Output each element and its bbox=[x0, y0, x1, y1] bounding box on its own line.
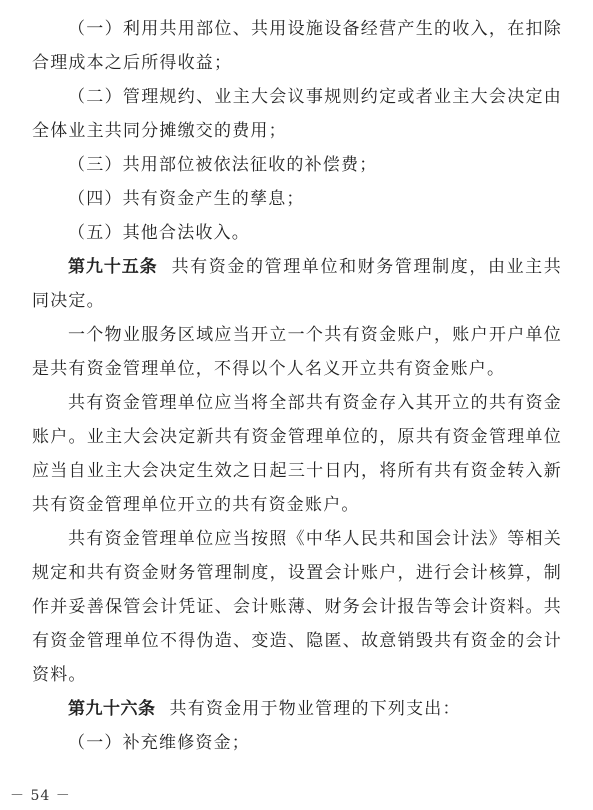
paragraph-accounting bbox=[32, 522, 562, 692]
article-text: 共有资金用于物业管理的下列支出： bbox=[169, 699, 461, 719]
article-number: 第九十五条 bbox=[68, 257, 158, 277]
paragraph-text: （四）共有资金产生的孳息； bbox=[68, 189, 305, 209]
paragraph-item-4 bbox=[32, 182, 562, 216]
article-text: 共有资金的管理单位和财务管理制度，由业主共同决定。 bbox=[32, 257, 562, 311]
article-96 bbox=[32, 692, 562, 726]
paragraph-text: 共有资金管理单位应当按照《中华人民共和国会计法》等相关规定和共有资金财务管理制度，设置会计账户，进行会计核算，制作并妥善保管会计凭证、会计账薄、财务会计报告等会计资料。共有资金管理单位不得伪造、变造、隐匿、故意销毁共有资金的会计资料。 bbox=[32, 529, 562, 685]
paragraph-text: （一）利用共用部位、共用设施设备经营产生的收入，在扣除合理成本之后所得收益； bbox=[32, 19, 562, 73]
paragraph-item-1 bbox=[32, 12, 562, 80]
paragraph-deposit bbox=[32, 386, 562, 522]
paragraph-item-5 bbox=[32, 216, 562, 250]
paragraph-item-supplement bbox=[32, 726, 562, 760]
paragraph-text: 一个物业服务区域应当开立一个共有资金账户，账户开户单位是共有资金管理单位，不得以个人名义开立共有资金账户。 bbox=[32, 325, 562, 379]
paragraph-account bbox=[32, 318, 562, 386]
paragraph-text: （二）管理规约、业主大会议事规则约定或者业主大会决定由全体业主共同分摊缴交的费用； bbox=[32, 87, 562, 141]
paragraph-text: （三）共用部位被依法征收的补偿费； bbox=[68, 155, 378, 175]
paragraph-text: 共有资金管理单位应当将全部共有资金存入其开立的共有资金账户。业主大会决定新共有资金管理单位的，原共有资金管理单位应当自业主大会决定生效之日起三十日内，将所有共有资金转入新共有资金管理单位开立的共有资金账户。 bbox=[32, 393, 562, 515]
paragraph-item-2 bbox=[32, 80, 562, 148]
page-number: － 54 － bbox=[10, 788, 71, 804]
paragraph-text: （五）其他合法收入。 bbox=[68, 223, 250, 243]
article-number: 第九十六条 bbox=[68, 699, 156, 719]
article-95 bbox=[32, 250, 562, 318]
document-body bbox=[32, 12, 562, 760]
paragraph-text: （一）补充维修资金； bbox=[68, 733, 250, 753]
paragraph-item-3 bbox=[32, 148, 562, 182]
